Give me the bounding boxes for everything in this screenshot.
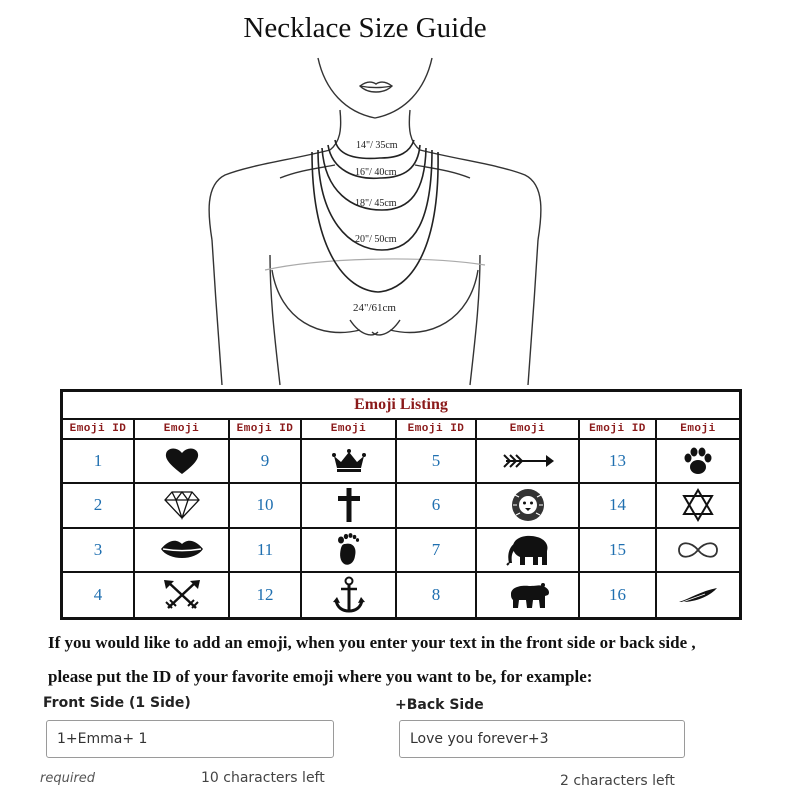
length-14: 14"/ 35cm [356, 140, 398, 151]
page-title: Necklace Size Guide [243, 12, 487, 44]
star-of-david-icon [657, 484, 739, 528]
header-emoji-id: Emoji ID [580, 420, 657, 440]
emoji-id-cell: 14 [580, 484, 657, 528]
header-emoji: Emoji [477, 420, 580, 440]
emoji-id-cell: 13 [580, 440, 657, 484]
back-side-input[interactable] [399, 720, 685, 758]
footprint-icon [302, 529, 397, 573]
crown-icon [302, 440, 397, 484]
back-side-label: +Back Side [395, 697, 484, 713]
elephant-icon [477, 529, 580, 573]
front-chars-left: 10 characters left [201, 770, 325, 786]
length-16: 16"/ 40cm [355, 167, 397, 178]
infinity-icon [657, 529, 739, 573]
front-side-label: Front Side (1 Side) [43, 695, 191, 711]
header-emoji-id: Emoji ID [230, 420, 302, 440]
header-emoji: Emoji [135, 420, 230, 440]
paw-icon [657, 440, 739, 484]
crossed-arrows-icon [135, 573, 230, 617]
emoji-id-cell: 10 [230, 484, 302, 528]
bear-icon [477, 573, 580, 617]
heart-icon [135, 440, 230, 484]
emoji-id-cell: 16 [580, 573, 657, 617]
header-emoji-id: Emoji ID [397, 420, 477, 440]
emoji-table-title: Emoji Listing [63, 392, 739, 420]
length-20: 20"/ 50cm [355, 234, 397, 245]
feather-icon [657, 573, 739, 617]
emoji-id-cell: 6 [397, 484, 477, 528]
cross-icon [302, 484, 397, 528]
instruction-line-2: please put the ID of your favorite emoji where you want to be, for example: [48, 667, 593, 686]
bust-illustration [0, 0, 800, 390]
emoji-id-cell: 12 [230, 573, 302, 617]
arrow-icon [477, 440, 580, 484]
length-24: 24"/61cm [353, 302, 396, 314]
emoji-id-cell: 4 [63, 573, 135, 617]
lion-icon [477, 484, 580, 528]
header-emoji-id: Emoji ID [63, 420, 135, 440]
emoji-id-cell: 9 [230, 440, 302, 484]
front-side-input[interactable] [46, 720, 334, 758]
diamond-icon [135, 484, 230, 528]
length-18: 18"/ 45cm [355, 198, 397, 209]
emoji-id-cell: 1 [63, 440, 135, 484]
emoji-id-cell: 2 [63, 484, 135, 528]
emoji-id-cell: 5 [397, 440, 477, 484]
emoji-id-cell: 8 [397, 573, 477, 617]
header-emoji: Emoji [302, 420, 397, 440]
emoji-id-cell: 11 [230, 529, 302, 573]
emoji-id-cell: 7 [397, 529, 477, 573]
lips-icon [135, 529, 230, 573]
anchor-icon [302, 573, 397, 617]
back-chars-left: 2 characters left [560, 773, 675, 789]
header-emoji: Emoji [657, 420, 739, 440]
emoji-id-cell: 15 [580, 529, 657, 573]
emoji-id-cell: 3 [63, 529, 135, 573]
required-note: required [40, 771, 96, 786]
instruction-line-1: If you would like to add an emoji, when you enter your text in the front side or back side , [48, 633, 696, 652]
emoji-table [60, 389, 742, 620]
emoji-grid [63, 420, 739, 617]
